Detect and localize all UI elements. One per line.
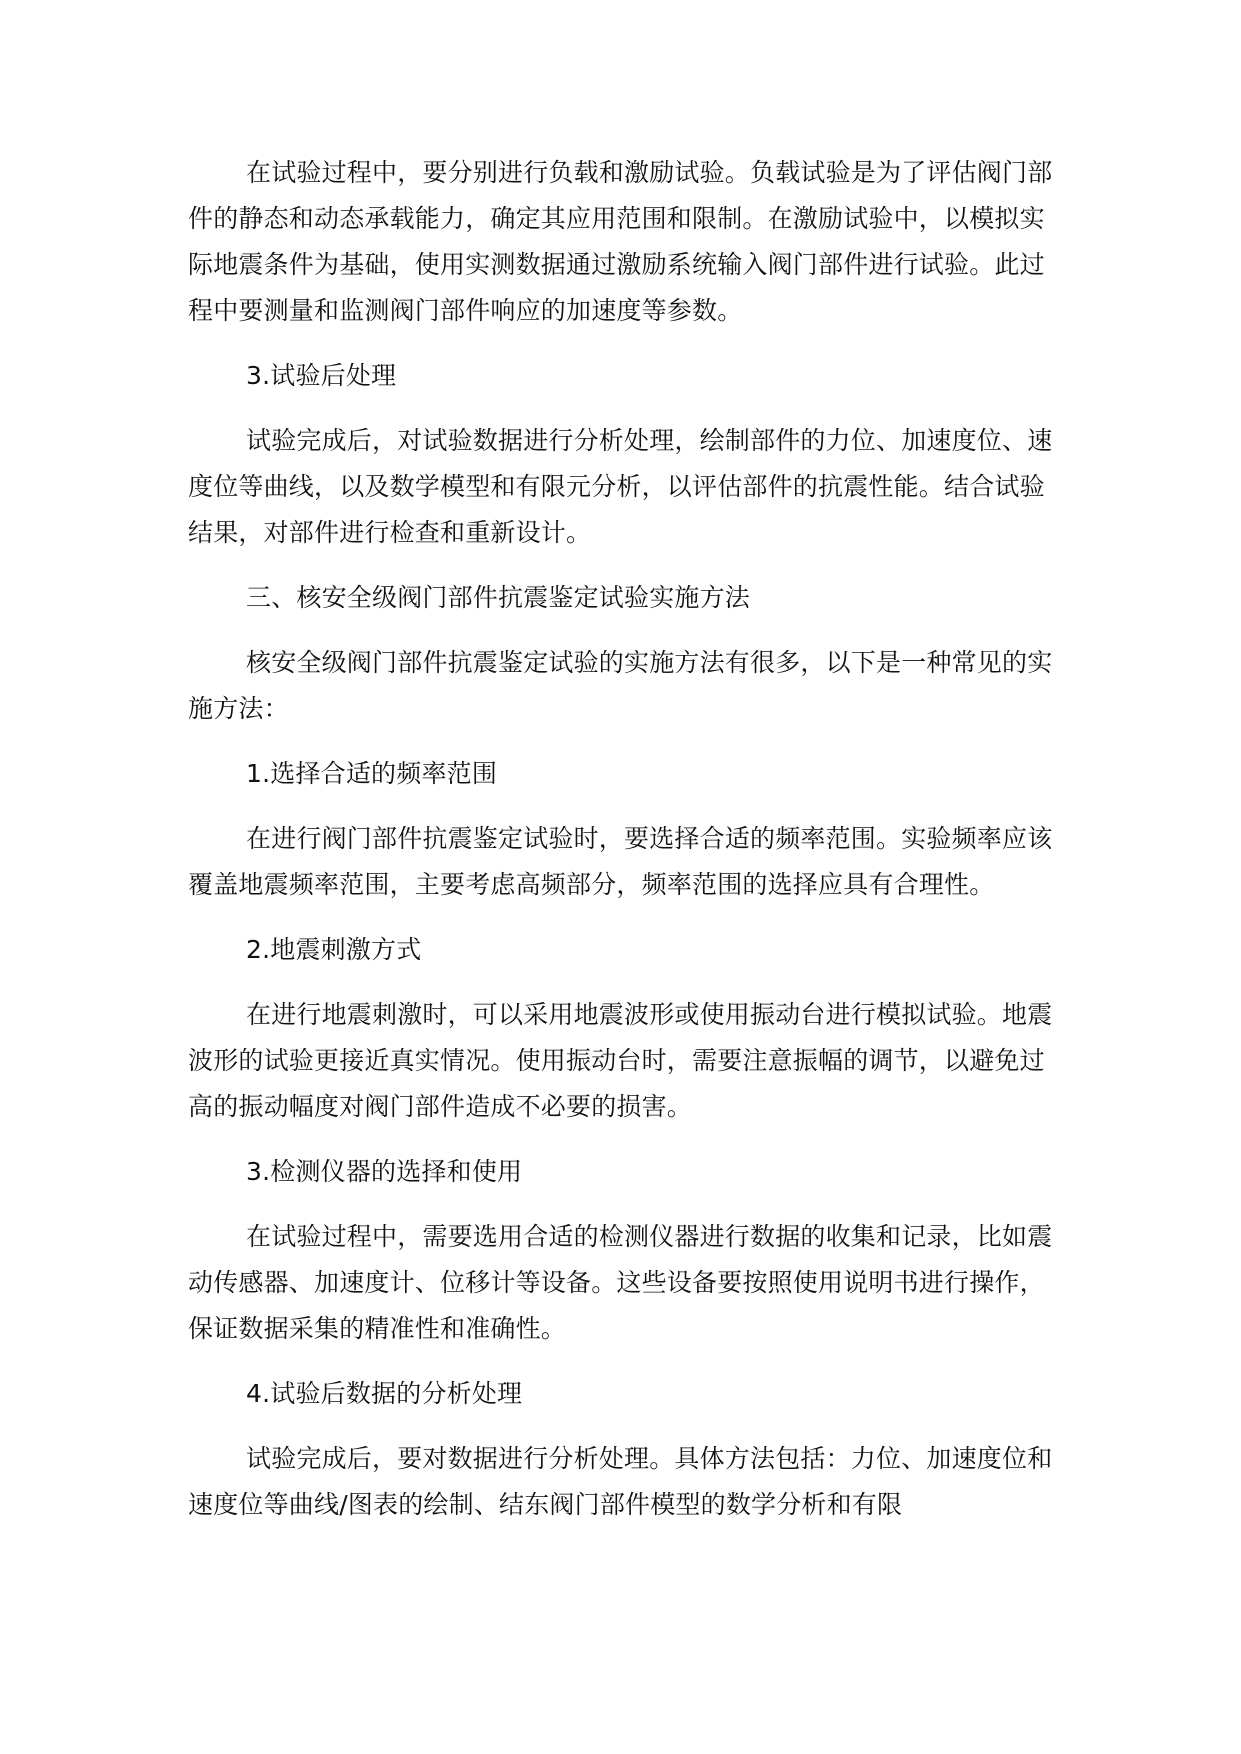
paragraph-test-data-analysis: 试验完成后，对试验数据进行分析处理，绘制部件的力位、加速度位、速度位等曲线，以及数学模型和有限元分析，以评估部件的抗震性能。结合试验结果，对部件进行检查和重新设计。 bbox=[188, 426, 1053, 547]
heading-implementation-methods: 三、核安全级阀门部件抗震鉴定试验实施方法 bbox=[246, 583, 751, 612]
paragraph-load-excitation-test: 在试验过程中，要分别进行负载和激励试验。负载试验是为了评估阀门部件的静态和动态承载能力，确定其应用范围和限制。在激励试验中，以模拟实际地震条件为基础，使用实测数据通过激励系统输入阀门部件进行试验。此过程中要测量和监测阀门部件响应的加速度等参数。 bbox=[188, 158, 1053, 325]
paragraph-seismic-excitation: 在进行地震刺激时，可以采用地震波形或使用振动台进行模拟试验。地震波形的试验更接近真实情况。使用振动台时，需要注意振幅的调节，以避免过高的振动幅度对阀门部件造成不必要的损害。 bbox=[188, 1000, 1053, 1121]
paragraph-methods-intro: 核安全级阀门部件抗震鉴定试验的实施方法有很多，以下是一种常见的实施方法： bbox=[188, 648, 1053, 723]
heading-post-test-processing: 3.试验后处理 bbox=[246, 361, 397, 390]
document-body bbox=[188, 150, 1068, 1547]
paragraph-frequency-range: 在进行阀门部件抗震鉴定试验时，要选择合适的频率范围。实验频率应该覆盖地震频率范围，主要考虑高频部分，频率范围的选择应具有合理性。 bbox=[188, 824, 1053, 899]
heading-frequency-range: 1.选择合适的频率范围 bbox=[246, 759, 498, 788]
heading-seismic-excitation: 2.地震刺激方式 bbox=[246, 935, 422, 964]
paragraph-post-test-analysis: 试验完成后，要对数据进行分析处理。具体方法包括：力位、加速度位和速度位等曲线/图表的绘制、结东阀门部件模型的数学分析和有限 bbox=[188, 1444, 1053, 1519]
paragraph-instrument-selection: 在试验过程中，需要选用合适的检测仪器进行数据的收集和记录，比如震动传感器、加速度计、位移计等设备。这些设备要按照使用说明书进行操作，保证数据采集的精准性和准确性。 bbox=[188, 1222, 1053, 1343]
heading-post-test-analysis: 4.试验后数据的分析处理 bbox=[246, 1379, 523, 1408]
heading-instrument-selection: 3.检测仪器的选择和使用 bbox=[246, 1157, 523, 1186]
